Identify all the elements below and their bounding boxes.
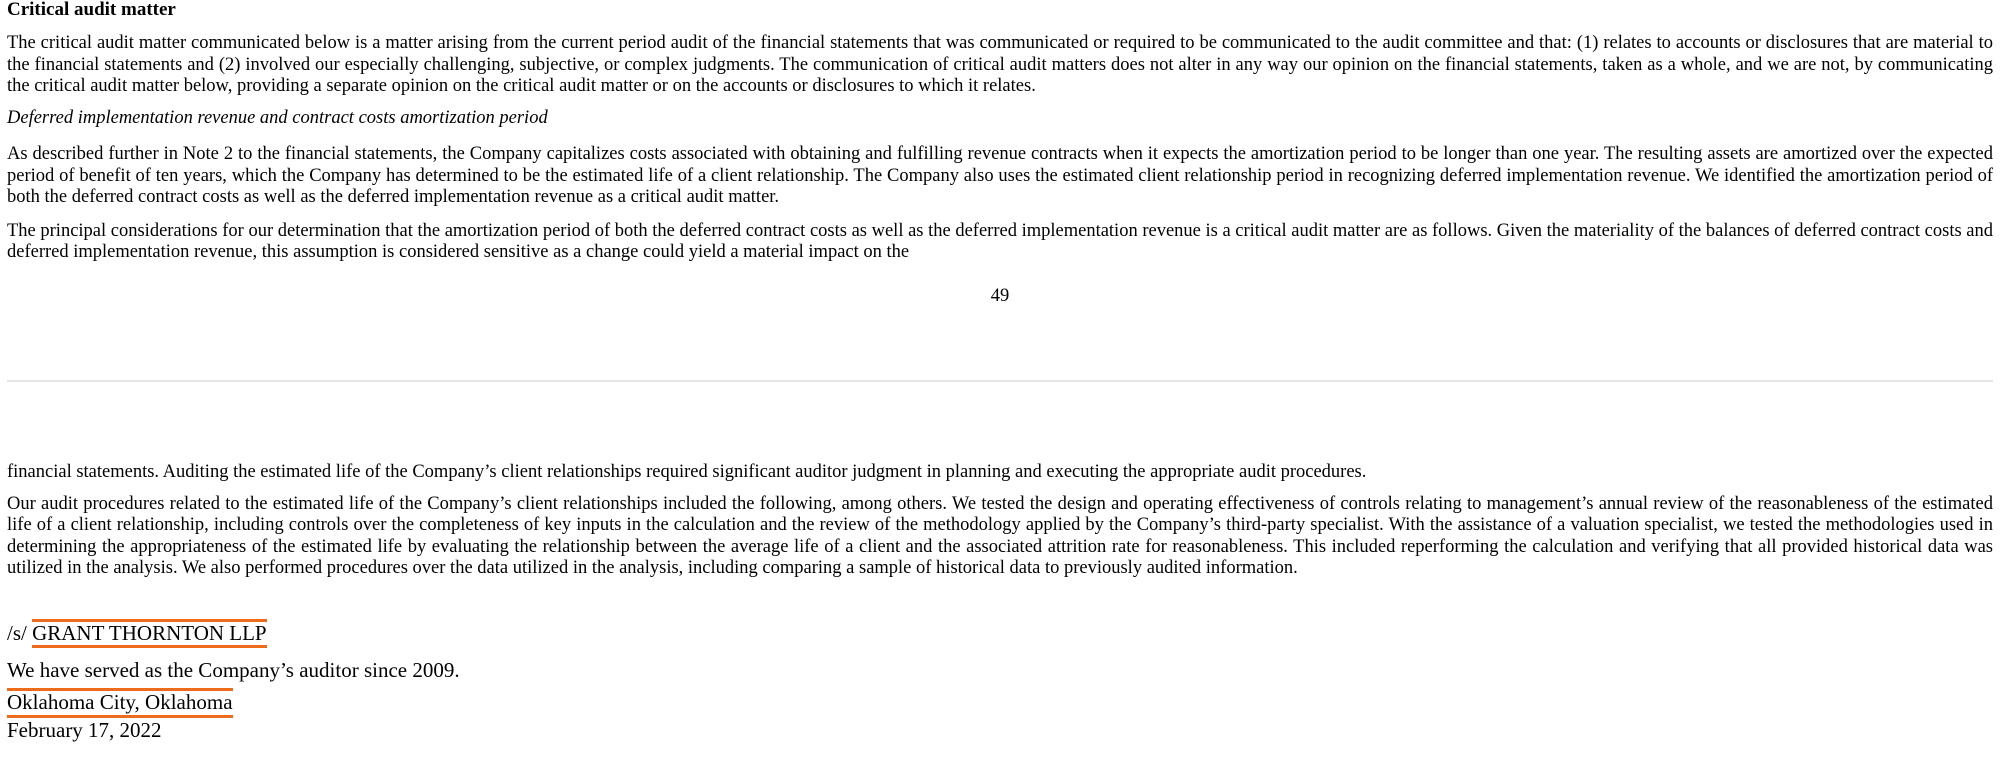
page-break-divider (7, 380, 1993, 382)
continuation-paragraph: financial statements. Auditing the estimated life of the Company’s client relationships required significant auditor judgment in planning and executing the appropriate audit procedures. (7, 462, 1367, 482)
signature-line (7, 619, 1993, 649)
intro-paragraph: The critical audit matter communicated below is a matter arising from the current period audit of the financial statements that was communicated or required to be communicated to the audit committee and that: (1) relates to accounts or disclosures that are material to the financial statements and (2) involved our especially challenging, subjective, or complex judgments. The communication of critical audit matters does not alter in any way our opinion on the financial statements, taken as a whole, and we are not, by communicating the critical audit matter below, providing a separate opinion on the critical audit matter or on the accounts or disclosures to which it relates. (7, 33, 1993, 96)
principal-considerations-paragraph: The principal considerations for our determination that the amortization period of both the deferred contract costs as well as the deferred implementation revenue is a critical audit matter are as follows. Given the materiality of the balances of deferred contract costs and deferred implementation revenue, this assumption is considered sensitive as a change could yield a material impact on the (7, 220, 1993, 262)
signature-location-line (7, 688, 1993, 718)
audit-procedures-paragraph: Our audit procedures related to the estimated life of the Company’s client relationships included the following, among others. We tested the design and operating effectiveness of controls relating to management’s annual review of the reasonableness of the estimated life of a client relationship, including controls over the completeness of key inputs in the calculation and the review of the methodology applied by the Company’s third-party specialist. With the assistance of a valuation specialist, we tested the methodologies used in determining the appropriateness of the estimated life by evaluating the relationship between the average life of a client and the associated attrition rate for reasonableness. This included reperforming the calculation and verifying that all provided historical data was utilized in the analysis. We also performed procedures over the data utilized in the analysis, including comparing a sample of historical data to previously audited information. (7, 493, 1993, 578)
critical-matter-title: Deferred implementation revenue and contract costs amortization period (7, 107, 548, 128)
auditor-tenure-statement: We have served as the Company’s auditor since 2009. (7, 658, 460, 683)
auditor-firm-name: GRANT THORNTON LLP (32, 619, 267, 649)
matter-description-paragraph: As described further in Note 2 to the financial statements, the Company capitalizes costs associated with obtaining and fulfilling revenue contracts when it expects the amortization period to be longer than one year. The resulting assets are amortized over the expected period of benefit of ten years, which the Company has determined to be the estimated life of a client relationship. The Company also uses the estimated client relationship period in recognizing deferred implementation revenue. We identified the amortization period of both the deferred contract costs as well as the deferred implementation revenue as a critical audit matter. (7, 144, 1993, 207)
signature-prefix: /s/ (7, 620, 27, 645)
page-number: 49 (990, 285, 1010, 306)
section-heading: Critical audit matter (7, 0, 176, 20)
report-date: February 17, 2022 (7, 717, 162, 742)
auditor-location: Oklahoma City, Oklahoma (7, 688, 233, 718)
